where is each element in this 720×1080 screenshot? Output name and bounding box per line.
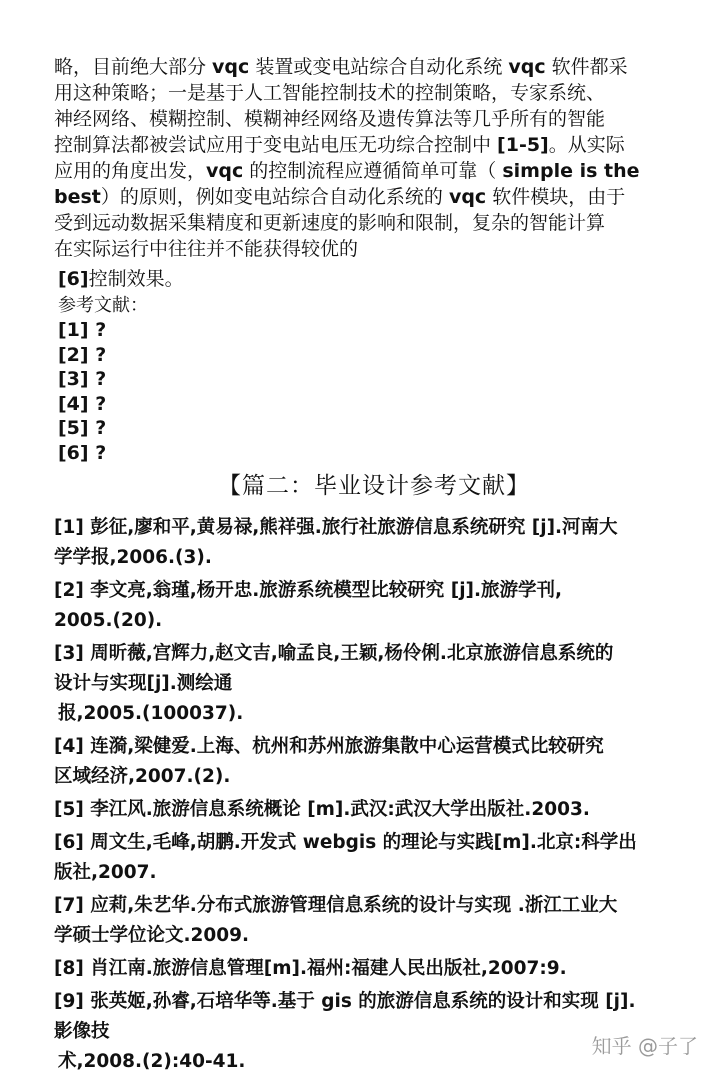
reference-line: [2] 李文亮,翁瑾,杨开忠.旅游系统模型比较研究 [j].旅游学刊, <box>54 580 563 601</box>
reference-line: [5] 李江风.旅游信息系统概论 [m].武汉:武汉大学出版社.2003. <box>54 799 590 820</box>
reference-item <box>54 732 694 792</box>
empty-reference-list <box>54 318 694 465</box>
reference-line: 术,2008.(2):40-41. <box>58 1051 246 1072</box>
reference-line: 版社,2007. <box>54 862 157 883</box>
reference-line: [6] 周文生,毛峰,胡鹏.开发式 webgis 的理论与实践[m].北京:科学出 <box>54 832 637 853</box>
reference-line: 报,2005.(100037). <box>58 703 244 724</box>
paragraph-line: 受到远动数据采集精度和更新速度的影响和限制，复杂的智能计算 <box>54 212 606 234</box>
paragraph-line: best）的原则，例如变电站综合自动化系统的 vqc 软件模块，由于 <box>54 186 626 208</box>
references-heading: 参考文献： <box>58 295 148 316</box>
empty-reference-item: [1] ? <box>58 319 107 341</box>
reference-line: 影像技 <box>54 1021 110 1042</box>
paragraph-line: 在实际运行中往往并不能获得较优的 <box>54 238 359 260</box>
reference-item <box>54 576 694 636</box>
body-paragraph <box>54 54 694 292</box>
reference-line: 学学报,2006.(3). <box>54 547 212 568</box>
reference-line: 2005.(20). <box>54 610 163 631</box>
reference-line: [8] 肖江南.旅游信息管理[m].福州:福建人民出版社,2007:9. <box>54 958 567 979</box>
document-page <box>54 54 694 1080</box>
watermark: 知乎 @子了 <box>591 1034 698 1058</box>
reference-item <box>54 954 694 984</box>
reference-item <box>54 891 694 951</box>
empty-reference-item: [6] ? <box>58 441 107 464</box>
reference-line: 区域经济,2007.(2). <box>54 766 231 787</box>
reference-line: [9] 张英姬,孙睿,石培华等.基于 gis 的旅游信息系统的设计和实现 [j]. <box>54 991 636 1012</box>
empty-reference-item: [4] ? <box>58 392 107 415</box>
reference-line: [3] 周昕薇,宫辉力,赵文吉,喻孟良,王颖,杨伶俐.北京旅游信息系统的 <box>54 643 614 664</box>
paragraph-line: 略，目前绝大部分 vqc 装置或变电站综合自动化系统 vqc 软件都采 <box>54 56 628 78</box>
reference-list <box>54 513 694 1077</box>
section-title: 【篇二：毕业设计参考文献】 <box>218 473 530 499</box>
reference-line: 设计与实现[j].测绘通 <box>54 673 233 694</box>
reference-item <box>54 639 694 729</box>
reference-line: [1] 彭征,廖和平,黄易禄,熊祥强.旅行社旅游信息系统研究 [j].河南大 <box>54 517 618 538</box>
paragraph-line: 应用的角度出发，vqc 的控制流程应遵循简单可靠（ simple is the <box>54 160 640 182</box>
paragraph-line: [6]控制效果。 <box>58 268 184 290</box>
paragraph-line: 控制算法都被尝试应用于变电站电压无功综合控制中 [1-5]。从实际 <box>54 134 625 156</box>
reference-item <box>54 828 694 888</box>
paragraph-line: 用这种策略；一是基于人工智能控制技术的控制策略，专家系统、 <box>54 82 606 104</box>
paragraph-line: 神经网络、模糊控制、模糊神经网络及遗传算法等几乎所有的智能 <box>54 108 606 130</box>
empty-reference-item: [5] ? <box>58 417 107 439</box>
reference-line: 学硕士学位论文.2009. <box>54 925 250 946</box>
reference-line: [4] 连漪,梁健爱.上海、杭州和苏州旅游集散中心运营模式比较研究 <box>54 736 604 757</box>
empty-reference-item: [3] ? <box>58 368 107 390</box>
reference-item <box>54 795 694 825</box>
reference-item <box>54 513 694 573</box>
empty-reference-item: [2] ? <box>58 343 107 366</box>
reference-line: [7] 应莉,朱艺华.分布式旅游管理信息系统的设计与实现 .浙江工业大 <box>54 895 618 916</box>
